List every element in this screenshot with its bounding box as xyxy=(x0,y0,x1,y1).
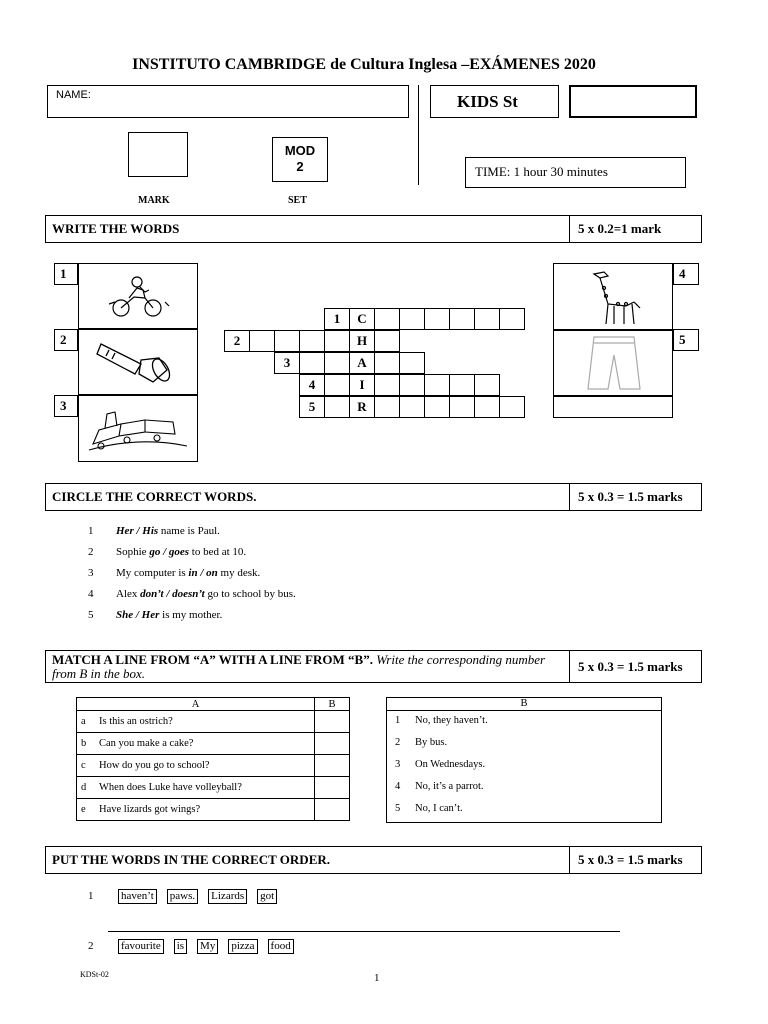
torch-icon xyxy=(79,330,197,394)
list-item: 5 No, I can’t. xyxy=(395,803,463,814)
word-order-item: 1 haven’t paws. Lizards got xyxy=(88,889,287,904)
picture-torch xyxy=(78,329,198,395)
match-table-b xyxy=(386,697,662,823)
word-card: pizza xyxy=(228,939,257,954)
list-item: 3 On Wednesdays. xyxy=(395,759,486,770)
mod-box xyxy=(272,137,328,182)
crossword-letter: C xyxy=(349,308,375,330)
word-card: food xyxy=(268,939,294,954)
word-card: paws. xyxy=(167,889,198,904)
crossword-cell[interactable] xyxy=(324,352,350,374)
answer-box[interactable] xyxy=(315,733,350,755)
answer-box[interactable] xyxy=(315,777,350,799)
word-card: is xyxy=(174,939,187,954)
word-options[interactable]: go / goes xyxy=(149,546,190,558)
picture-giraffe xyxy=(553,263,673,330)
crossword-cell[interactable] xyxy=(449,374,475,396)
crossword-cell[interactable] xyxy=(474,374,500,396)
answer-box[interactable] xyxy=(315,799,350,821)
word-options[interactable]: in / on xyxy=(188,567,218,579)
word-card: haven’t xyxy=(118,889,157,904)
page-number: 1 xyxy=(374,972,380,984)
crossword-cell[interactable] xyxy=(324,374,350,396)
list-item: 4 No, it’s a parrot. xyxy=(395,781,484,792)
name-label: NAME: xyxy=(56,89,91,101)
picture-frame-empty xyxy=(553,396,673,418)
crossword-clue-number: 5 xyxy=(299,396,325,418)
circle-words-list: 1 Her / His name is Paul. 2 Sophie go / goes to bed at 10. 3 My computer is in / on my desk. 4 Alex don’t / doesn’t go to school by bus. 5 She / Her is my mother. xyxy=(88,525,296,621)
column-header: B xyxy=(315,698,350,711)
crossword-cell[interactable] xyxy=(399,352,425,374)
crossword-cell[interactable] xyxy=(249,330,275,352)
section-title: CIRCLE THE CORRECT WORDS. xyxy=(46,484,570,510)
section-match-lines xyxy=(45,650,702,683)
section-title: MATCH A LINE FROM “A” WITH A LINE FROM “B”. Write the corresponding number from B in the box. xyxy=(46,651,570,682)
crossword-cell[interactable] xyxy=(299,352,325,374)
word-options[interactable]: don’t / doesn’t xyxy=(140,588,205,600)
mark-box[interactable] xyxy=(128,132,188,177)
crossword-clue-number: 1 xyxy=(324,308,350,330)
table-row: a Is this an ostrich? xyxy=(77,711,350,733)
picture-number: 4 xyxy=(673,263,699,285)
column-header: B xyxy=(387,698,661,711)
crossword-clue-number: 4 xyxy=(299,374,325,396)
picture-train xyxy=(78,395,198,462)
answer-line[interactable] xyxy=(108,931,620,932)
answer-box[interactable] xyxy=(315,711,350,733)
time-label: TIME: 1 hour 30 minutes xyxy=(475,164,608,179)
section-marks: 5 x 0.3 = 1.5 marks xyxy=(578,852,683,867)
word-card: My xyxy=(197,939,218,954)
name-field[interactable] xyxy=(47,85,409,118)
word-options[interactable]: Her / His xyxy=(116,525,159,537)
word-options[interactable]: She / Her xyxy=(116,609,160,621)
crossword-clue-number: 3 xyxy=(274,352,300,374)
crossword-cell[interactable] xyxy=(374,396,400,418)
list-item: 1 No, they haven’t. xyxy=(395,715,488,726)
section-circle-words xyxy=(45,483,702,511)
motorbike-icon xyxy=(79,264,197,328)
crossword-cell[interactable] xyxy=(274,330,300,352)
crossword-cell[interactable] xyxy=(299,330,325,352)
section-word-order xyxy=(45,846,702,874)
mark-label: MARK xyxy=(138,195,170,206)
picture-number: 1 xyxy=(54,263,78,285)
crossword-cell[interactable] xyxy=(324,330,350,352)
section-title: PUT THE WORDS IN THE CORRECT ORDER. xyxy=(46,847,570,873)
crossword-cell[interactable] xyxy=(399,374,425,396)
word-card: favourite xyxy=(118,939,164,954)
crossword-cell[interactable] xyxy=(499,396,525,418)
table-row: c How do you go to school? xyxy=(77,755,350,777)
crossword-cell[interactable] xyxy=(374,374,400,396)
section-marks: 5 x 0.3 = 1.5 marks xyxy=(578,659,683,674)
list-item: 2 By bus. xyxy=(395,737,448,748)
table-row: b Can you make a cake? xyxy=(77,733,350,755)
crossword-cell[interactable] xyxy=(374,352,400,374)
level-box xyxy=(430,85,559,118)
table-row: d When does Luke have volleyball? xyxy=(77,777,350,799)
trousers-icon xyxy=(554,331,672,395)
time-box xyxy=(465,157,686,188)
section-marks: 5 x 0.2=1 mark xyxy=(578,221,662,236)
set-label: SET xyxy=(288,195,307,206)
crossword-cell[interactable] xyxy=(474,396,500,418)
crossword-cell[interactable] xyxy=(449,308,475,330)
level-input-box[interactable] xyxy=(569,85,697,118)
picture-number: 2 xyxy=(54,329,78,351)
picture-number: 5 xyxy=(673,329,699,351)
crossword-cell[interactable] xyxy=(399,396,425,418)
crossword-cell[interactable] xyxy=(474,308,500,330)
mod-number: 2 xyxy=(296,159,304,174)
column-header: A xyxy=(77,698,315,711)
crossword-letter: I xyxy=(349,374,375,396)
crossword-cell[interactable] xyxy=(424,308,450,330)
crossword-cell[interactable] xyxy=(424,396,450,418)
picture-number: 3 xyxy=(54,395,78,417)
word-card: Lizards xyxy=(208,889,247,904)
crossword-letter: R xyxy=(349,396,375,418)
picture-trousers xyxy=(553,330,673,396)
crossword-letter: A xyxy=(349,352,375,374)
train-icon xyxy=(79,396,197,460)
crossword-cell[interactable] xyxy=(374,308,400,330)
word-card: got xyxy=(257,889,277,904)
section-title: WRITE THE WORDS xyxy=(46,216,570,242)
header-divider xyxy=(418,85,419,185)
match-table-a xyxy=(76,697,350,821)
crossword-cell[interactable] xyxy=(449,396,475,418)
crossword-cell[interactable] xyxy=(399,308,425,330)
crossword-letter: H xyxy=(349,330,375,352)
crossword-cell[interactable] xyxy=(424,374,450,396)
table-row: e Have lizards got wings? xyxy=(77,799,350,821)
crossword-cell[interactable] xyxy=(374,330,400,352)
word-order-item: 2 favourite is My pizza food xyxy=(88,939,304,954)
crossword-clue-number: 2 xyxy=(224,330,250,352)
level-label: KIDS St xyxy=(457,92,518,111)
answer-box[interactable] xyxy=(315,755,350,777)
picture-motorbike xyxy=(78,263,198,329)
giraffe-icon xyxy=(554,264,672,328)
crossword-cell[interactable] xyxy=(324,396,350,418)
mod-label: MOD xyxy=(284,143,316,158)
section-marks: 5 x 0.3 = 1.5 marks xyxy=(578,489,683,504)
crossword-cell[interactable] xyxy=(499,308,525,330)
section-write-words xyxy=(45,215,702,243)
footer-code: KDSt-02 xyxy=(80,970,109,979)
page-title: INSTITUTO CAMBRIDGE de Cultura Inglesa –EXÁMENES 2020 xyxy=(132,56,596,73)
